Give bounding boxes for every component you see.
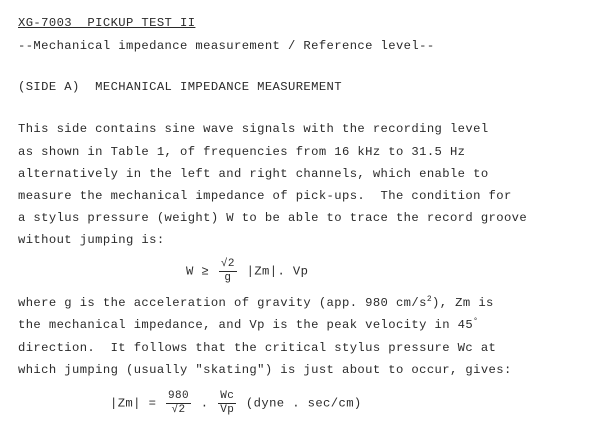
- formula1-relation: ≥: [201, 264, 210, 279]
- paragraph1-line: measure the mechanical impedance of pick-ups. The condition for: [18, 189, 512, 203]
- paragraph2-line1: [18, 296, 494, 310]
- paragraph1-line: alternatively in the left and right channels, which enable to: [18, 167, 489, 181]
- paragraph2-line4: which jumping (usually "skating") is just about to occur, gives:: [18, 363, 512, 377]
- formula-mechanical-impedance: [110, 390, 362, 417]
- paragraph2-line3: direction. It follows that the critical stylus pressure Wc at: [18, 341, 497, 355]
- degree-symbol: °: [473, 316, 479, 326]
- formula1-numerator: √2: [220, 258, 235, 270]
- formula1-fraction: [219, 258, 237, 285]
- paragraph1-line: a stylus pressure (weight) W to be able to trace the record groove: [18, 211, 528, 225]
- formula1-lhs: W: [186, 264, 194, 279]
- section-heading: (SIDE A) MECHANICAL IMPEDANCE MEASUREMENT: [18, 80, 342, 94]
- document-subtitle: --Mechanical impedance measurement / Reference level--: [18, 39, 435, 53]
- paragraph1-line: as shown in Table 1, of frequencies from 16 kHz to 31.5 Hz: [18, 145, 466, 159]
- formula2-frac2-denominator: Vp: [220, 404, 235, 416]
- formula2-frac2-numerator: Wc: [220, 390, 235, 402]
- paragraph2-line2: [18, 318, 478, 332]
- formula2-units: (dyne . sec/cm): [245, 396, 362, 411]
- paragraph2-text: the mechanical impedance, and Vp is the peak velocity in 45: [18, 318, 474, 332]
- formula1-rhs: |Zm|. Vp: [246, 264, 309, 279]
- paragraph1-line: This side contains sine wave signals with the recording level: [18, 122, 489, 136]
- formula1-denominator: g: [224, 272, 232, 284]
- paragraph1-line: without jumping is:: [18, 233, 165, 247]
- paragraph2-text: where g is the acceleration of gravity (app. 980 cm/s: [18, 296, 427, 310]
- formula2-lhs: |Zm| =: [110, 396, 157, 411]
- formula2-fraction2: [218, 390, 236, 417]
- formula2-dot: .: [200, 396, 209, 411]
- superscript: 2: [426, 294, 433, 304]
- paragraph2-text: ), Zm is: [432, 296, 494, 310]
- formula2-fraction1: [166, 390, 191, 417]
- formula2-frac1-numerator: 980: [168, 390, 190, 402]
- formula2-frac1-denominator: √2: [171, 404, 186, 416]
- formula-stylus-pressure: [186, 258, 308, 285]
- document-title: XG-7003 PICKUP TEST II: [18, 16, 196, 30]
